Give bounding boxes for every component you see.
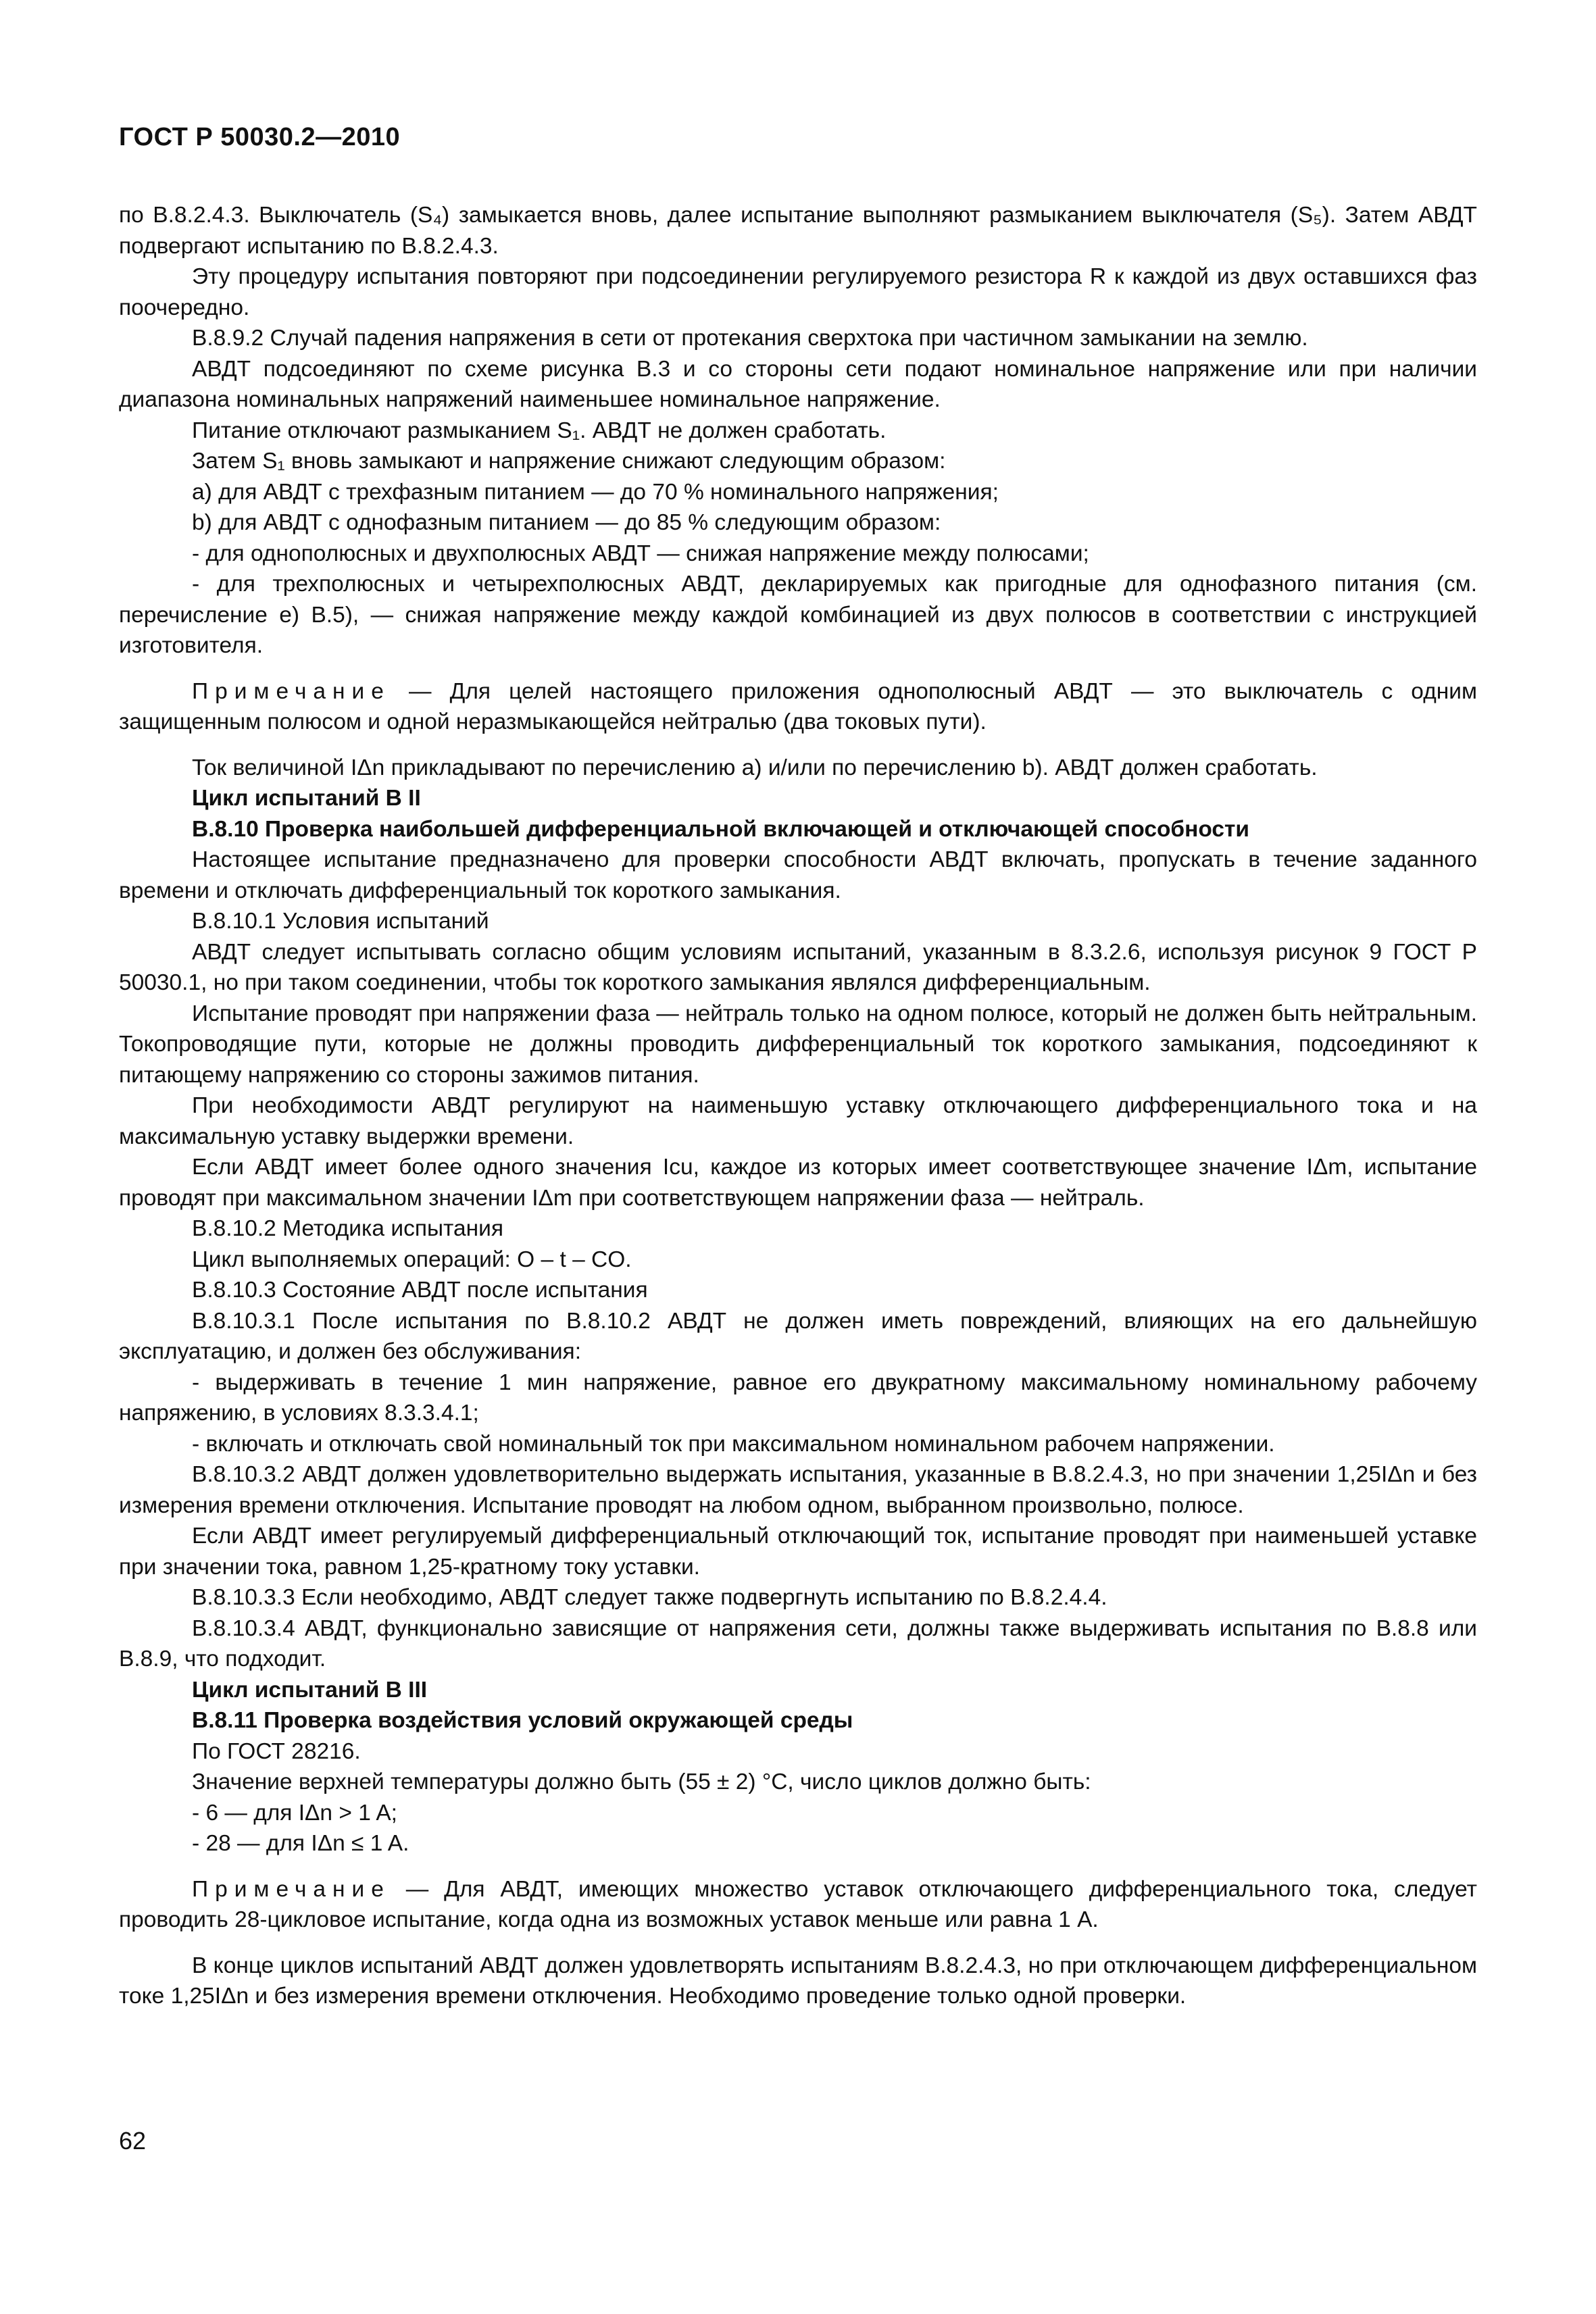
paragraph: Настоящее испытание предназначено для проверки способности АВДТ включать, пропускать в течение заданного времени и отключать дифференциальный ток короткого замыкания. (119, 847, 1477, 903)
paragraph: В.8.10.3.1 После испытания по В.8.10.2 АВДТ не должен иметь повреждений, влияющих на его дальнейшую эксплуатацию, и должен без обслуживания: (119, 1308, 1477, 1364)
paragraph: В конце циклов испытаний АВДТ должен удовлетворять испытаниям В.8.2.4.3, но при отключающем дифференциальном токе 1,25IΔn и без измерения времени отключения. Необходимо проведение только одной проверки. (119, 1953, 1477, 2009)
note-paragraph (119, 676, 1477, 738)
subsection-heading: В.8.10.3 Состояние АВДТ после испытания (192, 1278, 648, 1303)
note-text: — Для АВДТ, имеющих множество уставок отключающего дифференциального тока, следует проводить 28-цикловое испытание, когда одна из возможных уставок меньше или равна 1 А. (119, 1876, 1477, 1932)
note-label: Примечание (192, 1876, 391, 1902)
list-item: - включать и отключать свой номинальный ток при максимальном номинальном рабочем напряжении. (192, 1431, 1275, 1457)
list-item: - выдерживать в течение 1 мин напряжение, равное его двукратному максимальному номинальному рабочему напряжению, в условиях 8.3.3.4.1; (119, 1369, 1477, 1426)
paragraph: Значение верхней температуры должно быть (55 ± 2) °С, число циклов должно быть: (192, 1769, 1091, 1794)
paragraph: Цикл выполняемых операций: O – t – CO. (192, 1247, 632, 1272)
list-item: - для однополюсных и двухполюсных АВДТ — снижая напряжение между полюсами; (192, 540, 1089, 566)
paragraph: АВДТ подсоединяют по схеме рисунка В.3 и со стороны сети подают номинальное напряжение или при наличии диапазона номинальных напряжений наименьшее номинальное напряжение. (119, 356, 1477, 412)
subsection-heading: В.8.10.2 Методика испытания (192, 1216, 503, 1241)
list-item: b) для АВДТ с однофазным питанием — до 85 % следующим образом: (192, 510, 941, 535)
paragraph: В.8.10.3.3 Если необходимо, АВДТ следует также подвергнуть испытанию по В.8.2.4.4. (192, 1585, 1107, 1610)
section-heading: В.8.11 Проверка воздействия условий окружающей среды (192, 1708, 853, 1733)
paragraph: По ГОСТ 28216. (192, 1738, 361, 1764)
paragraph: В.8.10.3.4 АВДТ, функционально зависящие от напряжения сети, должны также выдерживать испытания по В.8.8 или В.8.9, что подходит. (119, 1615, 1477, 1671)
list-item: - 28 — для IΔn ≤ 1 A. (192, 1831, 409, 1856)
list-item: - 6 — для IΔn > 1 A; (192, 1800, 397, 1826)
note-label: Примечание (192, 678, 391, 704)
paragraph: Затем S₁ вновь замыкают и напряжение снижают следующим образом: (192, 449, 946, 474)
section-heading: В.8.10 Проверка наибольшей дифференциальной включающей и отключающей способности (192, 816, 1250, 842)
note-paragraph (119, 1874, 1477, 1936)
document-header: ГОСТ Р 50030.2—2010 (119, 123, 401, 151)
list-item: a) для АВДТ с трехфазным питанием — до 70 % номинального напряжения; (192, 479, 999, 505)
paragraph: В.8.9.2 Случай падения напряжения в сети от протекания сверхтока при частичном замыкании на землю. (192, 326, 1308, 351)
list-item: - для трехполюсных и четырехполюсных АВДТ, декларируемых как пригодные для однофазного питания (см. перечисление е) В.5), — снижая напряжение между каждой комбинацией из двух полюсов в соответствии с инструкцией изготовителя. (119, 572, 1477, 658)
section-heading: Цикл испытаний В II (192, 786, 421, 811)
paragraph: АВДТ следует испытывать согласно общим условиям испытаний, указанным в 8.3.2.6, используя рисунок 9 ГОСТ Р 50030.1, но при таком соединении, чтобы ток короткого замыкания являлся дифференциальным. (119, 939, 1477, 995)
paragraph: В.8.10.3.2 АВДТ должен удовлетворительно выдержать испытания, указанные в В.8.2.4.3, но при значении 1,25IΔn и без измерения времени отключения. Испытание проводят на любом одном, выбранном произвольно, полюсе. (119, 1462, 1477, 1518)
page-number: 62 (119, 2127, 147, 2155)
paragraph: Испытание проводят при напряжении фаза — нейтраль только на одном полюсе, который не должен быть нейтральным. Токопроводящие пути, которые не должны проводить дифференциальный ток короткого замыкания, подсоединяют к питающему напряжению со стороны зажимов питания. (119, 1001, 1477, 1088)
subsection-heading: В.8.10.1 Условия испытаний (192, 909, 489, 934)
paragraph: При необходимости АВДТ регулируют на наименьшую уставку отключающего дифференциального тока и на максимальную уставку выдержки времени. (119, 1093, 1477, 1149)
page-body (119, 200, 1477, 2012)
note-text: — Для целей настоящего приложения однополюсный АВДТ — это выключатель с одним защищенным полюсом и одной неразмыкающейся нейтралью (два токовых пути). (119, 678, 1477, 734)
paragraph: Питание отключают размыканием S₁. АВДТ не должен сработать. (192, 418, 887, 443)
section-heading: Цикл испытаний В III (192, 1677, 428, 1703)
paragraph: Если АВДТ имеет регулируемый дифференциальный отключающий ток, испытание проводят при наименьшей уставке при значении тока, равном 1,25-кратному току уставки. (119, 1524, 1477, 1580)
paragraph: Ток величиной IΔn прикладывают по перечислению а) и/или по перечислению b). АВДТ должен сработать. (192, 755, 1318, 780)
paragraph: Эту процедуру испытания повторяют при подсоединении регулируемого резистора R к каждой из двух оставшихся фаз поочередно. (119, 264, 1477, 320)
paragraph: Если АВДТ имеет более одного значения Icu, каждое из которых имеет соответствующее значение IΔm, испытание проводят при максимальном значении IΔm при соответствующем напряжении фаза — нейтраль. (119, 1155, 1477, 1211)
paragraph: по В.8.2.4.3. Выключатель (S₄) замыкается вновь, далее испытание выполняют размыканием выключателя (S₅). Затем АВДТ подвергают испытанию по В.8.2.4.3. (119, 203, 1477, 259)
